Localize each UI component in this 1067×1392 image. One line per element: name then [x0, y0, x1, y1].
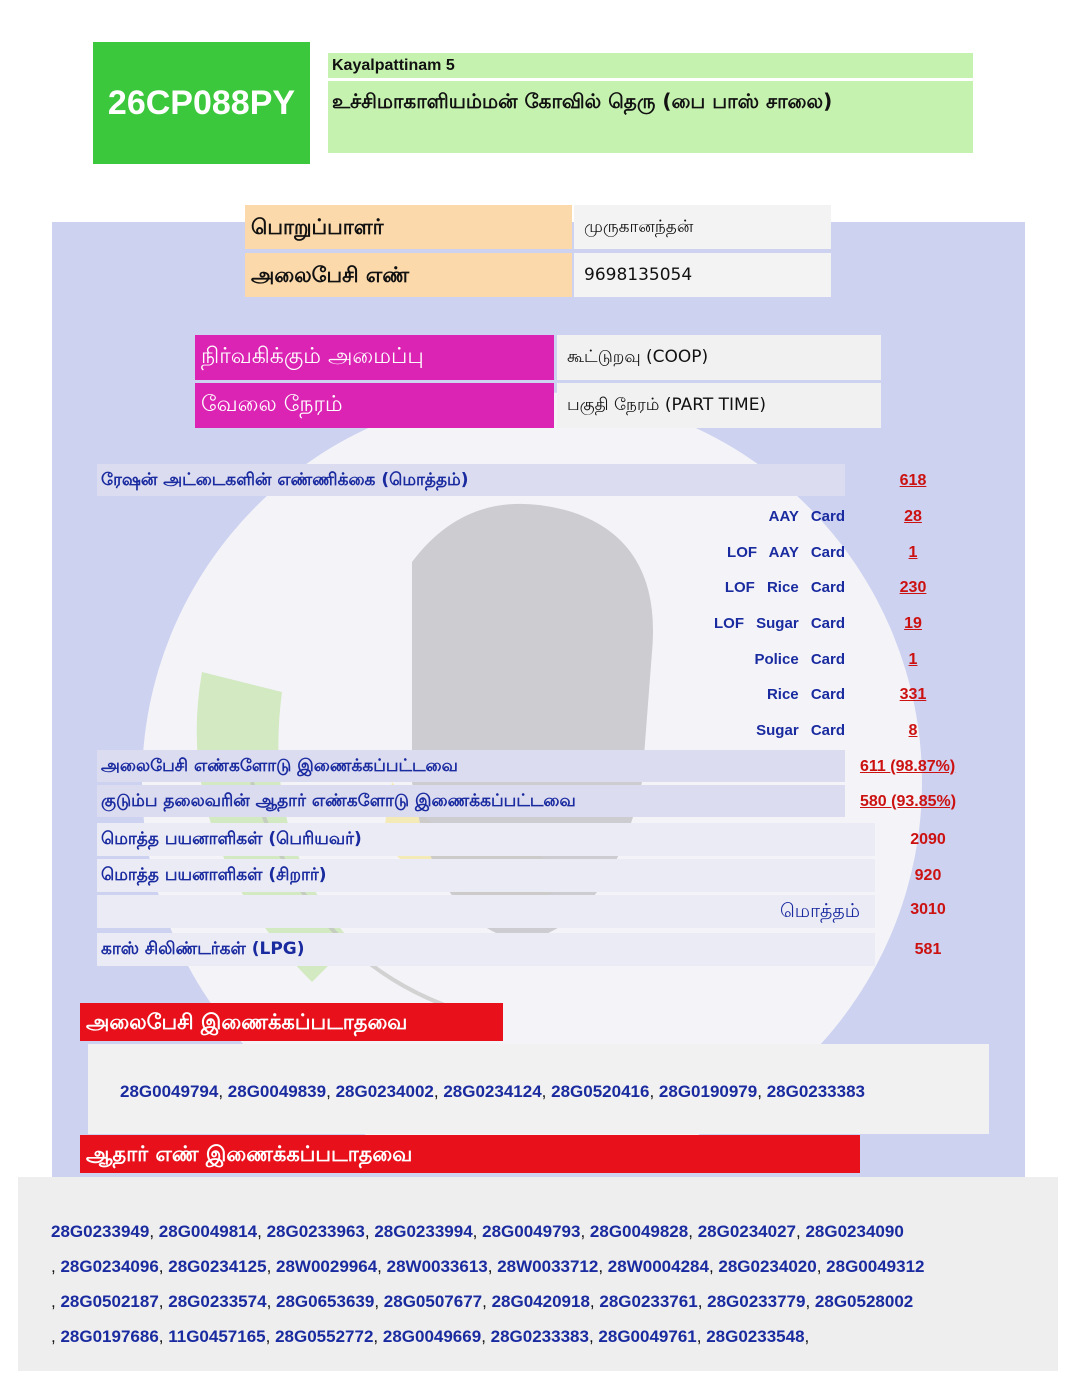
mobile-linked-value: 611 (98.87%)	[860, 758, 956, 775]
org-label: நிர்வகிக்கும் அமைப்பு	[195, 335, 554, 380]
cards-total-label: ரேஷன் அட்டைகளின் எண்ணிக்கை (மொத்தம்)	[101, 470, 469, 490]
card-type-value: 1	[908, 544, 918, 561]
card-type-label: LOF AAY Card	[727, 544, 845, 561]
cards-total-value: 618	[899, 472, 927, 489]
org-value: கூட்டுறவு (COOP)	[557, 335, 881, 380]
ration-card-id: 28G0520416	[551, 1082, 650, 1101]
ration-card-id: 28G0233383	[490, 1327, 589, 1346]
total-beneficiaries-label: மொத்தம்	[780, 900, 861, 922]
ration-card-id: 28G0049669	[382, 1327, 482, 1346]
ration-card-id: 28G0420918	[491, 1292, 590, 1311]
aadhar-linked-label: குடும்ப தலைவரின் ஆதார் எண்களோடு இணைக்கப்பட்டவை	[101, 791, 576, 811]
card-type-label: LOF Sugar Card	[713, 615, 845, 632]
card-type-label: Rice Card	[766, 686, 845, 703]
mobile-unlinked-title: அலைபேசி இணைக்கப்படாதவை	[80, 1003, 503, 1041]
incharge-label: பொறுப்பாளர்	[245, 205, 572, 249]
phone-number: 9698135054	[574, 253, 831, 297]
ration-card-id: 28G0049793	[482, 1222, 581, 1241]
ration-card-id: 28G0233949	[51, 1222, 150, 1241]
ration-card-id: 28G0234090	[805, 1222, 904, 1241]
card-type-value: 19	[904, 615, 922, 632]
ration-card-id: 28G0234124	[443, 1082, 542, 1101]
ration-card-id: 28G0049794	[120, 1082, 219, 1101]
ration-card-id: 28G0049828	[589, 1222, 689, 1241]
ration-card-id: 28W0029964	[276, 1257, 378, 1276]
card-type-label: LOF Rice Card	[724, 579, 845, 596]
lpg-value: 581	[914, 941, 942, 958]
ration-card-id: 28G0234096	[60, 1257, 159, 1276]
adults-label: மொத்த பயனாளிகள் (பெரியவர்)	[101, 829, 362, 849]
ration-card-id: 28G0233761	[599, 1292, 698, 1311]
shop-code-badge: 26CP088PY	[93, 42, 310, 164]
ration-card-id: 28G0233548	[706, 1327, 805, 1346]
total-beneficiaries-row	[97, 895, 875, 928]
ration-card-id: 28G0233574	[168, 1292, 267, 1311]
ration-card-id: 28G0233383	[766, 1082, 866, 1101]
card-type-value: 1	[908, 651, 918, 668]
ration-card-id: 28G0653639	[276, 1292, 375, 1311]
card-type-label: Police Card	[754, 651, 845, 668]
ration-card-id: 28G0507677	[383, 1292, 483, 1311]
total-beneficiaries-value: 3010	[910, 901, 946, 918]
ration-card-id: 28G0049814	[158, 1222, 258, 1241]
phone-label: அலைபேசி எண்	[245, 253, 572, 297]
ration-card-id: 28G0233994	[374, 1222, 473, 1241]
card-type-value: 331	[899, 686, 927, 703]
mobile-unlinked-list: 28G0049794, 28G0049839, 28G0234002, 28G0234124, 28G0520416, 28G0190979, 28G0233383	[120, 1082, 866, 1101]
card-type-value: 230	[899, 579, 927, 596]
children-label: மொத்த பயனாளிகள் (சிறார்)	[101, 865, 327, 885]
ration-card-id: 28G0234002	[335, 1082, 434, 1101]
ration-card-id: 28G0502187	[60, 1292, 159, 1311]
incharge-name: முருகானந்தன்	[574, 205, 831, 249]
ration-card-id: 28G0049312	[826, 1257, 925, 1276]
card-type-label: AAY Card	[768, 508, 845, 525]
hours-value: பகுதி நேரம் (PART TIME)	[557, 383, 881, 428]
card-type-label: Sugar Card	[756, 722, 845, 739]
hours-label: வேலை நேரம்	[195, 383, 554, 428]
area-name: Kayalpattinam 5	[328, 53, 973, 78]
children-value: 920	[914, 867, 942, 884]
ration-card-id: 28G0233779	[707, 1292, 806, 1311]
ration-card-id: 28G0049839	[227, 1082, 327, 1101]
lpg-label: காஸ் சிலிண்டர்கள் (LPG)	[101, 939, 305, 959]
ration-card-id: 28G0190979	[658, 1082, 758, 1101]
ration-card-id: 11G0457165	[168, 1327, 266, 1346]
ration-card-id: 28G0528002	[814, 1292, 914, 1311]
ration-card-id: 28G0234027	[697, 1222, 797, 1241]
ration-card-id: 28G0234125	[168, 1257, 267, 1276]
ration-card-id: 28G0049761	[598, 1327, 697, 1346]
ration-card-id: 28G0233963	[266, 1222, 365, 1241]
ration-card-id: 28W0004284	[607, 1257, 709, 1276]
ration-card-id: 28G0552772	[275, 1327, 374, 1346]
aadhar-unlinked-list: 28G0233949, 28G0049814, 28G0233963, 28G0233994, 28G0049793, 28G0049828, 28G0234027, 28G0234090 , 28G0234096, 28G0234125, 28W0029964, 28W0033613, 28W0033712, 28W0004284, 28G0234020, 28G0049312 , 28G0502187, 28G0233574, 28G0653639, 28G0507677, 28G0420918, 28G0233761, 28G0233779, 28G0528002 , 28G0197686, 11G0457165, 28G0552772, 28G0049669, 28G0233383, 28G0049761, 28G0233548,	[51, 1222, 925, 1346]
ration-card-id: 28G0197686	[60, 1327, 159, 1346]
street-address: உச்சிமாகாளியம்மன் கோவில் தெரு (பை பாஸ் சாலை)	[328, 81, 973, 153]
card-type-value: 8	[908, 722, 918, 739]
aadhar-unlinked-title: ஆதார் எண் இணைக்கப்படாதவை	[80, 1135, 860, 1173]
ration-card-id: 28W0033613	[386, 1257, 488, 1276]
ration-card-id: 28G0234020	[718, 1257, 817, 1276]
ration-card-id: 28W0033712	[497, 1257, 599, 1276]
card-type-value: 28	[904, 508, 922, 525]
adults-value: 2090	[910, 831, 946, 848]
mobile-linked-label: அலைபேசி எண்களோடு இணைக்கப்பட்டவை	[101, 756, 458, 776]
aadhar-linked-value: 580 (93.85%)	[860, 793, 957, 810]
